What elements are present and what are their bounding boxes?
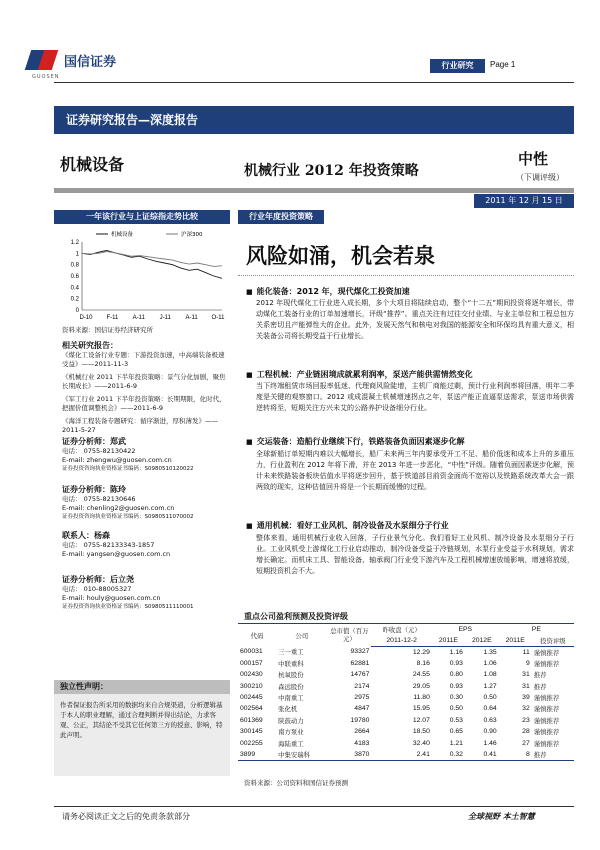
cell-rating: 谨慎推荐 bbox=[533, 728, 560, 737]
related-reports-title: 相关研究报告： bbox=[62, 341, 118, 350]
cell-pe: 11 bbox=[522, 648, 530, 656]
analyst-name: 郑武 bbox=[110, 437, 126, 446]
cell-pe: 32 bbox=[522, 705, 530, 713]
independence-text: 作者保证报告所采用的数据均来自合规渠道，分析逻辑基于本人的职业理解，通过合理判断并得出结论，力求客观、公正，其结论不受其它任何第三方的授意、影响，特此声明。 bbox=[54, 694, 230, 776]
table-row bbox=[238, 726, 574, 737]
email-label: E-mail: bbox=[62, 456, 85, 464]
col-mcap: 总市值（百万元） bbox=[327, 624, 371, 647]
report-date: 2011 年 12 月 15 日 bbox=[474, 194, 574, 208]
cell-mcap: 14767 bbox=[350, 671, 370, 679]
table-source: 资料来源：公司资料和国信证券预测 bbox=[244, 779, 348, 787]
chart-title: 一年该行业与上证综指走势比较 bbox=[54, 210, 230, 224]
cell-mcap: 93327 bbox=[350, 648, 370, 656]
col-code: 代码 bbox=[238, 624, 276, 647]
cell-code: 002430 bbox=[240, 671, 263, 679]
cell-mcap: 19780 bbox=[350, 716, 370, 724]
cell-mcap: 2174 bbox=[354, 682, 370, 690]
cell-company: 海陆重工 bbox=[278, 739, 304, 748]
x-tick-label: J-11 bbox=[159, 315, 171, 321]
report-category-band: 证券研究报告—深度报告 bbox=[54, 106, 574, 134]
col-eps: EPS bbox=[432, 624, 499, 635]
analyst-email[interactable]: chenling2@guosen.com.cn bbox=[86, 504, 175, 512]
phone-label: 电话： bbox=[62, 495, 82, 503]
cell-price: 12.07 bbox=[412, 716, 430, 724]
related-report-item: 《海洋工程装备专题研究：循序渐进，厚积薄发》——2011-5-27 bbox=[62, 417, 218, 434]
analyst-email[interactable]: zhengwu@guosen.com.cn bbox=[86, 456, 172, 464]
col-eps-2011: 2011E bbox=[432, 635, 465, 646]
cell-eps-2012: 0.63 bbox=[483, 716, 497, 724]
cell-eps-2011: 0.93 bbox=[449, 659, 463, 667]
independence-title: 独立性声明： bbox=[54, 680, 230, 694]
logo-subtext: GUOSEN bbox=[32, 74, 60, 80]
cell-eps-2011: 0.30 bbox=[449, 694, 463, 702]
cell-code: 002564 bbox=[240, 705, 263, 713]
analyst-phone: 0755-82130422 bbox=[83, 447, 136, 455]
table-row bbox=[238, 749, 574, 760]
email-label: E-mail: bbox=[62, 594, 85, 602]
headline: 风险如涌，机会若泉 bbox=[246, 243, 435, 268]
related-report-item: 《军工行业 2011 下半年投资策略：长期期限，化时代，把握价值调整机会》——2011-6-9 bbox=[62, 395, 226, 412]
phone-label: 电话： bbox=[62, 585, 82, 593]
contact-role: 联系人： bbox=[62, 531, 94, 540]
table-row bbox=[238, 737, 574, 748]
cell-rating: 谨慎推荐 bbox=[533, 648, 560, 657]
series-line bbox=[82, 251, 222, 279]
cell-mcap: 3870 bbox=[327, 749, 371, 760]
cell-company: 森远股份 bbox=[278, 682, 304, 691]
cell-price: 15.95 bbox=[412, 705, 430, 713]
related-report-item: 《机械行业 2011 下半年投资策略：景气分化加剧，聚焦长期成长》——2011-6-9 bbox=[62, 373, 226, 390]
cell-price: 12.29 bbox=[412, 648, 430, 656]
analyst-card bbox=[62, 436, 232, 474]
x-tick-label: A-11 bbox=[185, 315, 198, 321]
cell-price: 32.40 bbox=[412, 739, 430, 747]
page-number: Page 1 bbox=[490, 60, 516, 69]
footer-slogan: 全球视野 本土智慧 bbox=[468, 812, 535, 821]
cell-eps-2012: 1.08 bbox=[483, 671, 497, 679]
cell-code: 002255 bbox=[240, 739, 263, 747]
cell-rating: 推荐 bbox=[532, 749, 574, 760]
x-tick-label: A-11 bbox=[132, 315, 145, 321]
cell-company: 南方泵业 bbox=[278, 728, 304, 737]
section-body: 整体来看，通用机械行业收入回落，子行业景气分化。我们看好工业风机、制冷设备及水泵细分子行业。工业风机受上游煤化工行业启动推动，制冷设备受益于冷链规划，水泵行业受益于水利规划，需求增长确定。而机床工具、智能设备、轴承阀门行业受下游汽车及工程机械增速放缓影响，增速将放缓，短期投资机会不大。 bbox=[256, 534, 574, 575]
cell-price: 2.41 bbox=[371, 749, 431, 760]
analyst-cert: S0980511070002 bbox=[144, 514, 194, 520]
table-row bbox=[238, 658, 574, 669]
analyst-card bbox=[62, 484, 232, 522]
report-type-tag: 行业研究 bbox=[430, 59, 485, 73]
cell-eps-2012: 0.50 bbox=[483, 694, 497, 702]
table-row bbox=[238, 669, 574, 680]
analyst-card bbox=[62, 574, 232, 612]
logo-text: 国信证券 bbox=[64, 54, 117, 70]
cell-code: 601369 bbox=[240, 716, 263, 724]
cell-eps-2011: 0.65 bbox=[449, 728, 463, 736]
cell-eps-2012: 1.27 bbox=[483, 682, 497, 690]
cert-label: 证券投资咨询执业资格证书编码： bbox=[62, 604, 145, 610]
cell-rating: 谨慎推荐 bbox=[533, 739, 560, 748]
section-body: 全球新船订单短期内难以大幅增长，船厂未来两三年内要承受开工不足、船价低迷和成本上升的多重压力，行业盈利在 2012 年将下滑，并在 2013 年进一步恶化，“中性”评级。随着负面因素逐步化解，预计未来铁路装备板块估值水平将逐步回升，基于铁道部目前资金面尚不宽裕以及铁路系统改革大会一跟两致的现实，这种估值回升将是一个长期而缓慢的过程。 bbox=[256, 450, 574, 491]
cell-rating: 推荐 bbox=[533, 682, 547, 691]
y-tick-label: 1 bbox=[75, 251, 79, 258]
cell-price: 24.55 bbox=[412, 671, 430, 679]
col-pe: PE bbox=[499, 624, 574, 635]
cell-pe: 31 bbox=[522, 682, 530, 690]
cell-eps-2012: 1.46 bbox=[483, 739, 497, 747]
cell-code: 600031 bbox=[240, 648, 263, 656]
col-pe-2011: 2011E bbox=[499, 635, 532, 646]
cell-price: 11.80 bbox=[413, 694, 430, 702]
y-tick-label: 1.2 bbox=[70, 240, 79, 246]
section-heading: ■ 能化装备：2012 年，现代煤化工投资加速 bbox=[246, 286, 576, 297]
cell-eps-2011: 0.93 bbox=[449, 682, 463, 690]
cell-eps-2012: 0.90 bbox=[483, 728, 497, 736]
cell-mcap: 4183 bbox=[354, 739, 370, 747]
analyst-name: 陈玲 bbox=[110, 485, 126, 494]
email-label: E-mail: bbox=[62, 504, 85, 512]
cell-pe: 39 bbox=[522, 694, 530, 702]
section-heading: ■ 交运装备：造船行业继续下行，铁路装备负面因素逐步化解 bbox=[246, 436, 576, 447]
analyst-cert: S0980510120022 bbox=[144, 466, 194, 472]
cell-eps-2011: 1.16 bbox=[449, 648, 463, 656]
cell-eps-2012: 0.64 bbox=[483, 705, 497, 713]
phone-label: 电话： bbox=[62, 541, 82, 549]
contact-card bbox=[62, 530, 232, 559]
cell-company: 张化机 bbox=[278, 705, 298, 714]
y-tick-label: 0.8 bbox=[70, 262, 79, 269]
col-eps-2012: 2012E bbox=[465, 635, 499, 646]
cell-code: 3899 bbox=[238, 749, 276, 760]
cell-eps-2012: 1.35 bbox=[483, 648, 497, 656]
cell-price: 18.50 bbox=[412, 728, 430, 736]
rating-label: 中性 bbox=[518, 150, 549, 168]
cell-pe: 31 bbox=[522, 671, 530, 679]
brand-logo bbox=[26, 47, 116, 73]
cell-price: 8.16 bbox=[416, 659, 430, 667]
cell-rating: 谨慎推荐 bbox=[533, 716, 560, 725]
rating-change: （下调评级） bbox=[516, 173, 564, 182]
cell-rating: 谨慎推荐 bbox=[533, 705, 560, 714]
section-body: 当下终端租赁市场回报率低迷、代理商风险陡增，主机厂商能过剩，预计行业利润率将回落，明年二季度是关键的观察窗口。2012 或成混凝土机械增速拐点之年，泵送产能正直逼泵送需求，泵送市场供需逆转将至，短期关注方兴未艾的公路养护设备细分行业。 bbox=[256, 382, 574, 412]
table-row bbox=[238, 715, 574, 726]
performance-chart bbox=[62, 228, 230, 324]
cell-mcap: 2664 bbox=[354, 728, 370, 736]
cell-eps-2011: 0.53 bbox=[449, 716, 463, 724]
section-body: 2012 年现代煤化工行业进入成长期，多个大项目将陆续启动，整个“十二五”期间投资将逐年增长，带动煤化工装备行业的订单加速增长，评级“推荐”。重点关注有过往交付业绩、与业主单位和工程总包方关系密切且产能弹性大的企业。此外，发展天然气和核电对我国的能源安全和环保均具有重大意义，相关装备公司将长期受益于行业增长。 bbox=[256, 299, 574, 340]
cell-company: 中联重科 bbox=[278, 659, 304, 668]
analyst-name: 后立尧 bbox=[110, 575, 134, 584]
section-heading: ■ 工程机械：产业链困境成就累利润率，泵送产能供需情然变化 bbox=[246, 369, 576, 380]
x-tick-label: D-10 bbox=[79, 315, 93, 321]
cell-eps-2011: 0.50 bbox=[449, 705, 463, 713]
cell-price: 29.05 bbox=[412, 682, 430, 690]
table-row bbox=[238, 680, 574, 691]
cell-company: 三一重工 bbox=[278, 648, 304, 657]
report-title: 机械行业 2012 年投资策略 bbox=[244, 163, 419, 179]
phone-label: 电话： bbox=[62, 447, 82, 455]
table-row bbox=[238, 703, 574, 714]
table-title: 重点公司盈利预测及投资评级 bbox=[244, 612, 348, 621]
cell-eps-2011: 0.80 bbox=[449, 671, 463, 679]
header-divider bbox=[54, 82, 574, 83]
cell-company: 杭氧股份 bbox=[278, 671, 304, 680]
guosen-logo-icon bbox=[26, 47, 60, 73]
cell-pe: 28 bbox=[522, 728, 530, 736]
contact-name: 杨森 bbox=[94, 531, 110, 540]
cell-pe: 27 bbox=[522, 739, 530, 747]
legend-label: 机械设备 bbox=[111, 232, 134, 238]
cell-code: 002445 bbox=[240, 694, 263, 702]
contact-email[interactable]: yangsen@guosen.com.cn bbox=[86, 550, 171, 558]
cell-pe: 23 bbox=[522, 716, 530, 724]
analyst-role: 证券分析师： bbox=[62, 485, 110, 494]
cell-code: 300210 bbox=[240, 682, 263, 690]
cell-mcap: 4847 bbox=[354, 705, 370, 713]
cell-rating: 谨慎推荐 bbox=[533, 659, 560, 668]
headline-divider bbox=[238, 275, 574, 276]
col-price-date: 2011-12-2 bbox=[371, 635, 431, 646]
estimates-table bbox=[238, 623, 574, 761]
y-tick-label: 0.4 bbox=[70, 285, 79, 292]
analyst-cert: S0980511110001 bbox=[144, 604, 194, 610]
cell-eps-2011: 0.32 bbox=[432, 749, 465, 760]
table-row bbox=[238, 692, 574, 703]
analyst-role: 证券分析师： bbox=[62, 437, 110, 446]
cell-code: 000157 bbox=[240, 659, 263, 667]
cell-pe: 9 bbox=[525, 659, 530, 667]
legend-label: 沪深300 bbox=[181, 232, 203, 238]
y-tick-label: 0 bbox=[75, 308, 79, 314]
contact-phone: 0755-82133343-1857 bbox=[83, 541, 155, 549]
chart-source: 资料来源：国信证券经济研究所 bbox=[62, 326, 153, 334]
table-row bbox=[238, 646, 574, 657]
related-report-item: 《煤化工设备行业专题：下游投资加速，中高端装备极速受益》——2011-11-3 bbox=[62, 351, 225, 368]
cell-company: 中集安瑞科 bbox=[276, 749, 327, 760]
cell-eps-2012: 0.41 bbox=[465, 749, 499, 760]
series-line bbox=[82, 252, 222, 267]
analyst-phone: 010-88005327 bbox=[83, 585, 132, 593]
footer-divider bbox=[54, 806, 574, 807]
performance-chart-svg bbox=[62, 228, 230, 324]
x-tick-label: F-11 bbox=[106, 315, 119, 321]
x-tick-label: O-11 bbox=[211, 315, 225, 321]
title-divider bbox=[54, 188, 574, 193]
analyst-email[interactable]: houly@guosen.com.cn bbox=[86, 594, 161, 602]
col-price: 昨收盘（元） bbox=[371, 624, 431, 635]
cell-company: 中南重工 bbox=[278, 694, 304, 703]
cell-mcap: 62881 bbox=[350, 659, 370, 667]
cert-label: 证券投资咨询执业资格证书编码： bbox=[62, 466, 145, 472]
cell-pe: 8 bbox=[499, 749, 532, 760]
section-heading: ■ 通用机械：看好工业风机、制冷设备及水泵细分子行业 bbox=[246, 520, 576, 531]
email-label: E-mail: bbox=[62, 550, 85, 558]
analyst-phone: 0755-82130646 bbox=[83, 495, 136, 503]
cell-code: 300145 bbox=[240, 728, 263, 736]
cell-eps-2012: 1.06 bbox=[483, 659, 497, 667]
cell-eps-2011: 1.21 bbox=[449, 739, 463, 747]
cell-company: 陕鼓动力 bbox=[278, 716, 304, 725]
cell-rating: 推荐 bbox=[533, 671, 547, 680]
y-tick-label: 0.2 bbox=[70, 296, 79, 303]
cell-mcap: 2975 bbox=[354, 694, 370, 702]
y-tick-label: 0.6 bbox=[70, 274, 79, 280]
sector-name: 机械设备 bbox=[60, 155, 125, 174]
section-tag: 行业年度投资策略 bbox=[238, 210, 324, 224]
cert-label: 证券投资咨询执业资格证书编码： bbox=[62, 514, 145, 520]
col-company: 公司 bbox=[276, 624, 327, 647]
analyst-role: 证券分析师： bbox=[62, 575, 110, 584]
disclaimer-note: 请务必阅读正文之后的免责条款部分 bbox=[62, 812, 190, 821]
col-rating: 投资评级 bbox=[532, 635, 574, 646]
cell-rating: 谨慎推荐 bbox=[533, 694, 560, 703]
